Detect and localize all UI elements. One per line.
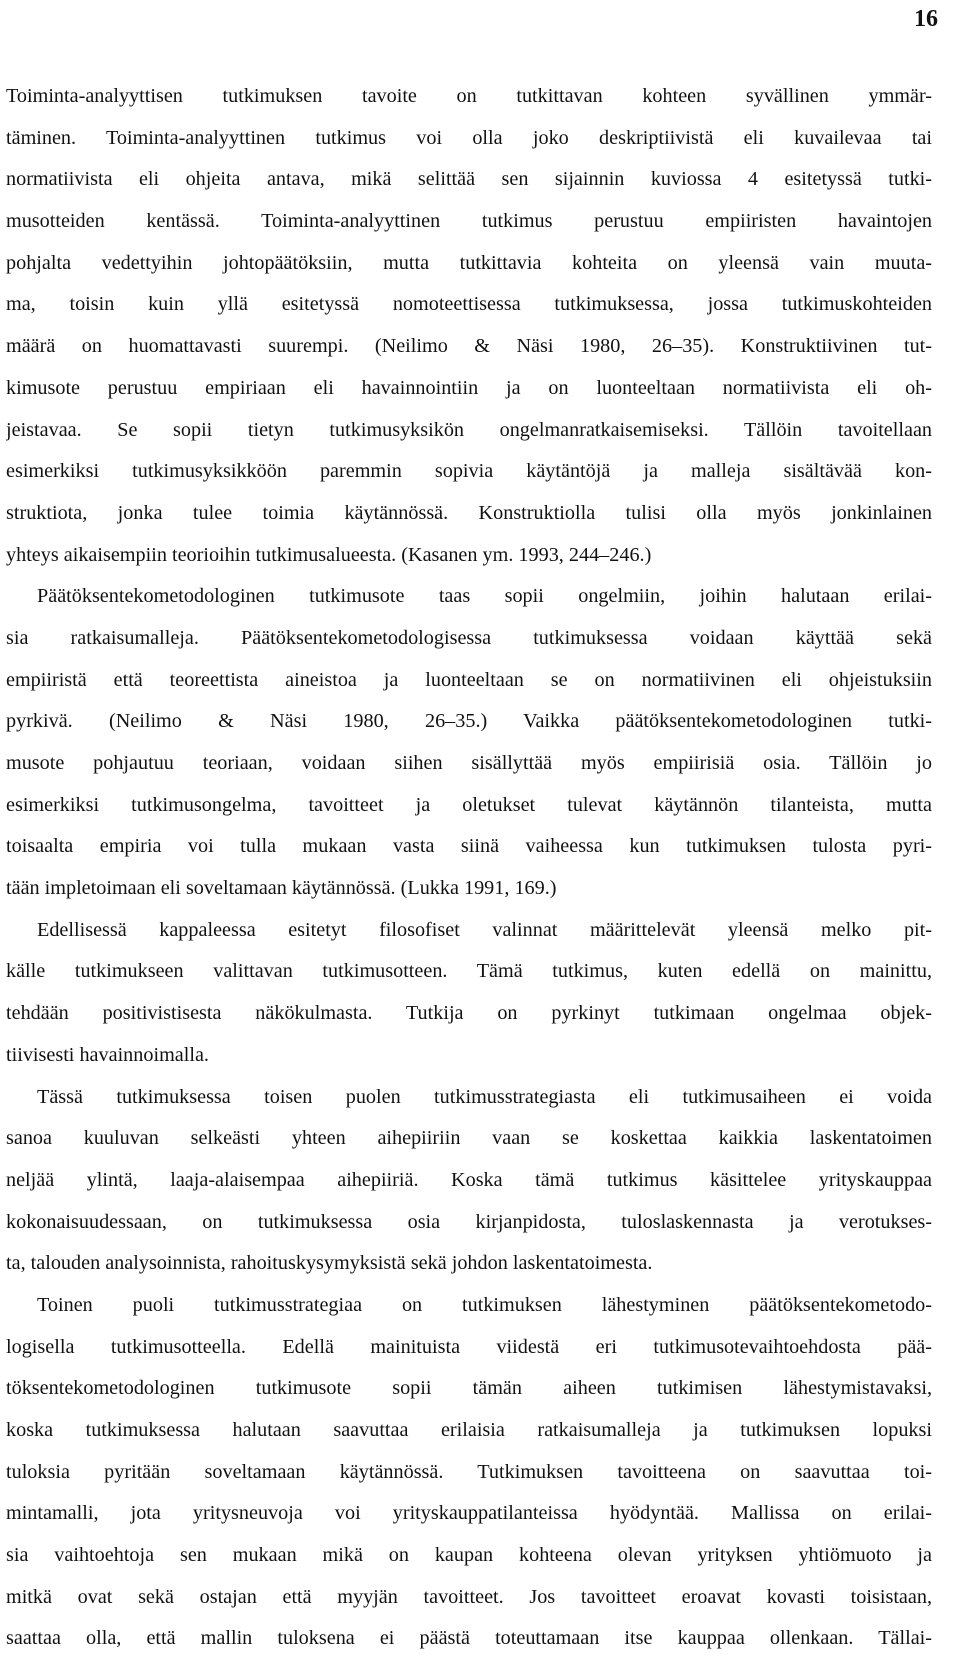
paragraph-4-line-5: ta, talouden analysoinnista, rahoituskysymyksistä sekä johdon laskentatoimesta. bbox=[6, 1252, 653, 1275]
paragraph-1-line-3: normatiivista eli ohjeita antava, mikä selittää sen sijainnin kuviossa 4 esitetyssä tutki- bbox=[6, 168, 932, 191]
body-text bbox=[6, 76, 932, 1660]
paragraph-1-line-9: jeistavaa. Se sopii tietyn tutkimusyksikön ongelmanratkaisemiseksi. Tällöin tavoitellaan bbox=[6, 418, 932, 441]
paragraph-4-line-2: sanoa kuuluvan selkeästi yhteen aihepiiriin vaan se koskettaa kaikkia laskentatoimen bbox=[6, 1127, 932, 1150]
paragraph-2-line-6: esimerkiksi tutkimusongelma, tavoitteet ja oletukset tulevat käytännön tilanteista, mutta bbox=[6, 793, 932, 816]
paragraph-2-line-3: empiiristä että teoreettista aineistoa ja luonteeltaan se on normatiivinen eli ohjeistuksiin bbox=[6, 668, 932, 691]
paragraph-5-line-9: saattaa olla, että mallin tuloksena ei päästä toteuttamaan itse kauppaa ollenkaan. Tällai- bbox=[6, 1627, 932, 1650]
paragraph-1-line-11: struktiota, jonka tulee toimia käytännössä. Konstruktiolla tulisi olla myös jonkinlainen bbox=[6, 501, 932, 524]
paragraph-5-line-6: mintamalli, jota yritysneuvoja voi yrityskauppatilanteissa hyödyntää. Mallissa on erilai- bbox=[6, 1502, 932, 1525]
paragraph-1-line-2: täminen. Toiminta-analyyttinen tutkimus voi olla joko deskriptiivistä eli kuvailevaa tai bbox=[6, 126, 932, 149]
paragraph-2-line-8: tään impletoimaan eli soveltamaan käytännössä. (Lukka 1991, 169.) bbox=[6, 877, 557, 900]
paragraph-2-line-7: toisaalta empiria voi tulla mukaan vasta siinä vaiheessa kun tutkimuksen tulosta pyri- bbox=[6, 835, 932, 858]
paragraph-2-line-1: Päätöksentekometodologinen tutkimusote taas sopii ongelmiin, joihin halutaan erilai- bbox=[37, 585, 932, 608]
paragraph-3-line-4: tiivisesti havainnoimalla. bbox=[6, 1043, 209, 1066]
paragraph-4-line-4: kokonaisuudessaan, on tutkimuksessa osia kirjanpidosta, tuloslaskennasta ja verotukses- bbox=[6, 1210, 932, 1233]
paragraph-1-line-8: kimusote perustuu empiriaan eli havainnointiin ja on luonteeltaan normatiivista eli oh- bbox=[6, 376, 932, 399]
paragraph-5-line-4: koska tutkimuksessa halutaan saavuttaa erilaisia ratkaisumalleja ja tutkimuksen lopuksi bbox=[6, 1419, 932, 1441]
paragraph-1-line-7: määrä on huomattavasti suurempi. (Neilimo & Näsi 1980, 26–35). Konstruktiivinen tut- bbox=[6, 335, 932, 358]
page-number: 16 bbox=[914, 6, 938, 32]
paragraph-4-line-1: Tässä tutkimuksessa toisen puolen tutkimusstrategiasta eli tutkimusaiheen ei voida bbox=[37, 1085, 932, 1108]
paragraph-1-line-5: pohjalta vedettyihin johtopäätöksiin, mutta tutkittavia kohteita on yleensä vain muuta- bbox=[6, 251, 932, 274]
paragraph-2-line-4: pyrkivä. (Neilimo & Näsi 1980, 26–35.) Vaikka päätöksentekometodologinen tutki- bbox=[6, 710, 932, 733]
paragraph-5-line-2: logisella tutkimusotteella. Edellä mainituista viidestä eri tutkimusotevaihtoehdosta pää- bbox=[6, 1335, 932, 1358]
paragraph-5-line-3: töksentekometodologinen tutkimusote sopii tämän aiheen tutkimisen lähestymistavaksi, bbox=[6, 1377, 932, 1400]
paragraph-5-line-8: mitkä ovat sekä ostajan että myyjän tavoitteet. Jos tavoitteet eroavat kovasti toisistaan, bbox=[6, 1585, 932, 1608]
paragraph-3-line-1: Edellisessä kappaleessa esitetyt filosofiset valinnat määrittelevät yleensä melko pit- bbox=[37, 918, 932, 941]
paragraph-1-line-1: Toiminta-analyyttisen tutkimuksen tavoite on tutkittavan kohteen syvällinen ymmär- bbox=[6, 85, 932, 107]
paragraph-2-line-5: musote pohjautuu teoriaan, voidaan siihen sisällyttää myös empiirisiä osia. Tällöin jo bbox=[6, 752, 932, 774]
paragraph-3-line-3: tehdään positivistisesta näkökulmasta. Tutkija on pyrkinyt tutkimaan ongelmaa objek- bbox=[6, 1002, 932, 1025]
paragraph-5-line-1: Toinen puoli tutkimusstrategiaa on tutkimuksen lähestyminen päätöksentekometodo- bbox=[37, 1293, 932, 1316]
paragraph-4-line-3: neljää ylintä, laaja-alaisempaa aihepiiriä. Koska tämä tutkimus käsittelee yrityskauppaa bbox=[6, 1168, 932, 1191]
paragraph-2-line-2: sia ratkaisumalleja. Päätöksentekometodologisessa tutkimuksessa voidaan käyttää sekä bbox=[6, 626, 932, 649]
paragraph-3-line-2: källe tutkimukseen valittavan tutkimusotteen. Tämä tutkimus, kuten edellä on mainittu, bbox=[6, 960, 932, 983]
paragraph-1-line-12: yhteys aikaisempiin teorioihin tutkimusalueesta. (Kasanen ym. 1993, 244–246.) bbox=[6, 543, 652, 566]
paragraph-1-line-4: musotteiden kentässä. Toiminta-analyyttinen tutkimus perustuu empiiristen havaintojen bbox=[6, 210, 932, 233]
paragraph-1-line-10: esimerkiksi tutkimusyksikköön paremmin sopivia käytäntöjä ja malleja sisältävää kon- bbox=[6, 460, 932, 483]
paragraph-1-line-6: ma, toisin kuin yllä esitetyssä nomoteettisessa tutkimuksessa, jossa tutkimuskohteiden bbox=[6, 293, 932, 316]
paragraph-5-line-7: sia vaihtoehtoja sen mukaan mikä on kaupan kohteena olevan yrityksen yhtiömuoto ja bbox=[6, 1544, 932, 1567]
paragraph-5-line-5: tuloksia pyritään soveltamaan käytännössä. Tutkimuksen tavoitteena on saavuttaa toi- bbox=[6, 1460, 932, 1483]
